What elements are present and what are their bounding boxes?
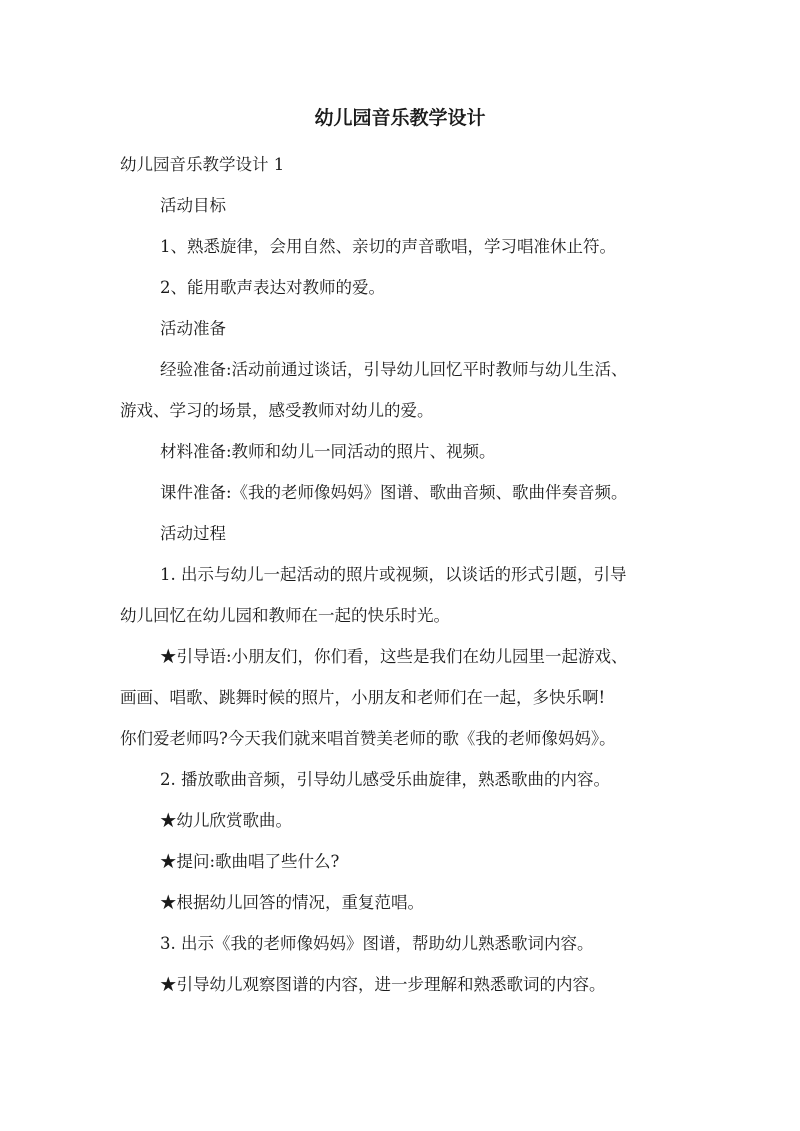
- paragraph-line: 你们爱老师吗?今天我们就来唱首赞美老师的歌《我的老师像妈妈》。: [120, 729, 616, 748]
- paragraph-line: 画画、唱歌、跳舞时候的照片，小朋友和老师们在一起，多快乐啊!: [120, 688, 606, 707]
- paragraph-line: ★引导幼儿观察图谱的内容，进一步理解和熟悉歌词的内容。: [160, 975, 606, 994]
- goal-item: 1、熟悉旋律，会用自然、亲切的声音歌唱，学习唱准休止符。: [160, 237, 616, 256]
- section-heading: 幼儿园音乐教学设计 1: [120, 155, 285, 174]
- paragraph-line: 课件准备:《我的老师像妈妈》图谱、歌曲音频、歌曲伴奏音频。: [160, 483, 628, 502]
- paragraph-line: 1. 出示与幼儿一起活动的照片或视频，以谈话的形式引题，引导: [160, 565, 627, 584]
- paragraph-line: ★幼儿欣赏歌曲。: [160, 811, 292, 830]
- paragraph-line: 幼儿回忆在幼儿园和教师在一起的快乐时光。: [120, 606, 450, 625]
- paragraph-line: 经验准备:活动前通过谈话，引导幼儿回忆平时教师与幼儿生活、: [160, 360, 628, 379]
- paragraph-line: 游戏、学习的场景，感受教师对幼儿的爱。: [120, 401, 434, 420]
- subheading-process: 活动过程: [160, 524, 226, 543]
- paragraph-line: 材料准备:教师和幼儿一同活动的照片、视频。: [160, 442, 496, 461]
- goal-item: 2、能用歌声表达对教师的爱。: [160, 278, 385, 297]
- paragraph-line: ★引导语:小朋友们，你们看，这些是我们在幼儿园里一起游戏、: [160, 647, 628, 666]
- subheading-preparation: 活动准备: [160, 319, 226, 338]
- paragraph-line: ★提问:歌曲唱了些什么?: [160, 852, 340, 871]
- document-title: 幼儿园音乐教学设计: [314, 107, 486, 129]
- subheading-goals: 活动目标: [160, 196, 226, 215]
- paragraph-line: 3. 出示《我的老师像妈妈》图谱，帮助幼儿熟悉歌词内容。: [160, 934, 594, 953]
- paragraph-line: 2. 播放歌曲音频，引导幼儿感受乐曲旋律，熟悉歌曲的内容。: [160, 770, 610, 789]
- document-body: [120, 144, 692, 1005]
- paragraph-line: ★根据幼儿回答的情况，重复范唱。: [160, 893, 424, 912]
